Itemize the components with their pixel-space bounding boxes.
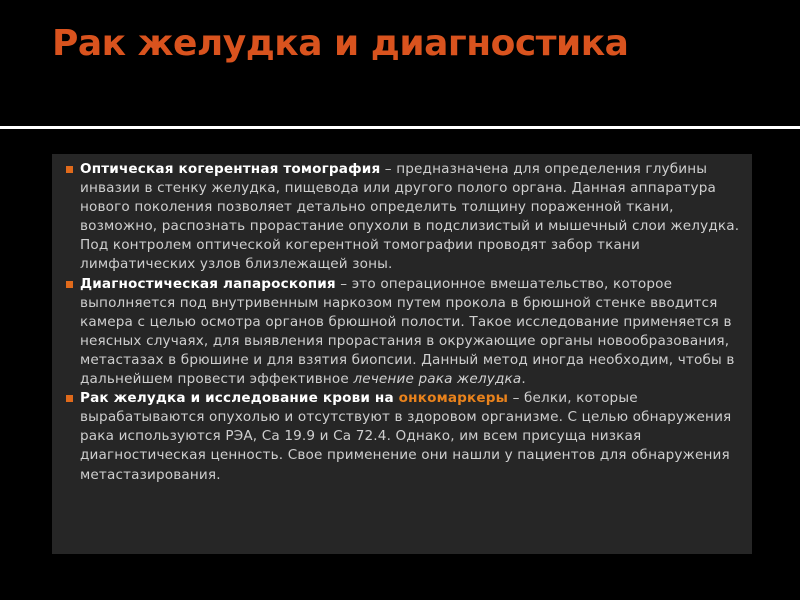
square-bullet-icon — [66, 395, 73, 402]
tumor-markers-link[interactable]: онкомаркеры — [398, 390, 509, 407]
title-divider — [0, 126, 800, 129]
bullet-lead-text: Диагностическая лапароскопия — [80, 275, 336, 292]
slide-title: Рак желудка и диагностика — [52, 23, 629, 64]
square-bullet-icon — [66, 281, 73, 288]
bullet-body-text: – белки, которые вырабатываются опухолью и отсутствуют в здоровом организме. С целью обнаружения рака используются РЭА, Са 19.9 и Са 72.4. Однако, им всем присуща низкая диагностическая ценность. Свое применение они нашли у пациентов для обнаружения метастазирования. — [80, 390, 732, 483]
square-bullet-icon — [66, 166, 73, 173]
bullet-list — [64, 160, 740, 485]
bullet-lead-text: Оптическая когерентная томография — [80, 161, 381, 177]
bullet-body-text: – это операционное вмешательство, которое выполняется под внутривенным наркозом путем прокола в брюшной стенке вводится камера с целью осмотра органов брюшной полости. Такое исследование применяется в неясных случаях, для выявления прорастания в окружающие органы новообразования, метастазах в брюшине и для взятия биопсии. Данный метод иногда необходим, чтобы в дальнейшем провести эффективное — [80, 275, 735, 388]
bullet-item-oct — [64, 160, 740, 275]
bullet-body-text: – предназначена для определения глубины инвазии в стенку желудка, пищевода или другого полого органа. Данная аппаратура нового поколения позволяет детально определить толщину пораженной ткани, возможно, распознать прорастание опухоли в подслизистый и мышечный слои желудка. Под контролем оптической когерентной томографии проводят забор ткани лимфатических узлов близлежащей зоны. — [80, 161, 740, 273]
bullet-lead-text: Рак желудка и исследование крови на — [80, 390, 399, 407]
content-panel — [52, 154, 752, 554]
bullet-tail-text: . — [521, 371, 526, 388]
treatment-link[interactable]: лечение рака желудка — [353, 371, 522, 388]
bullet-item-tumor-markers — [64, 389, 740, 484]
bullet-item-laparoscopy — [64, 275, 740, 390]
